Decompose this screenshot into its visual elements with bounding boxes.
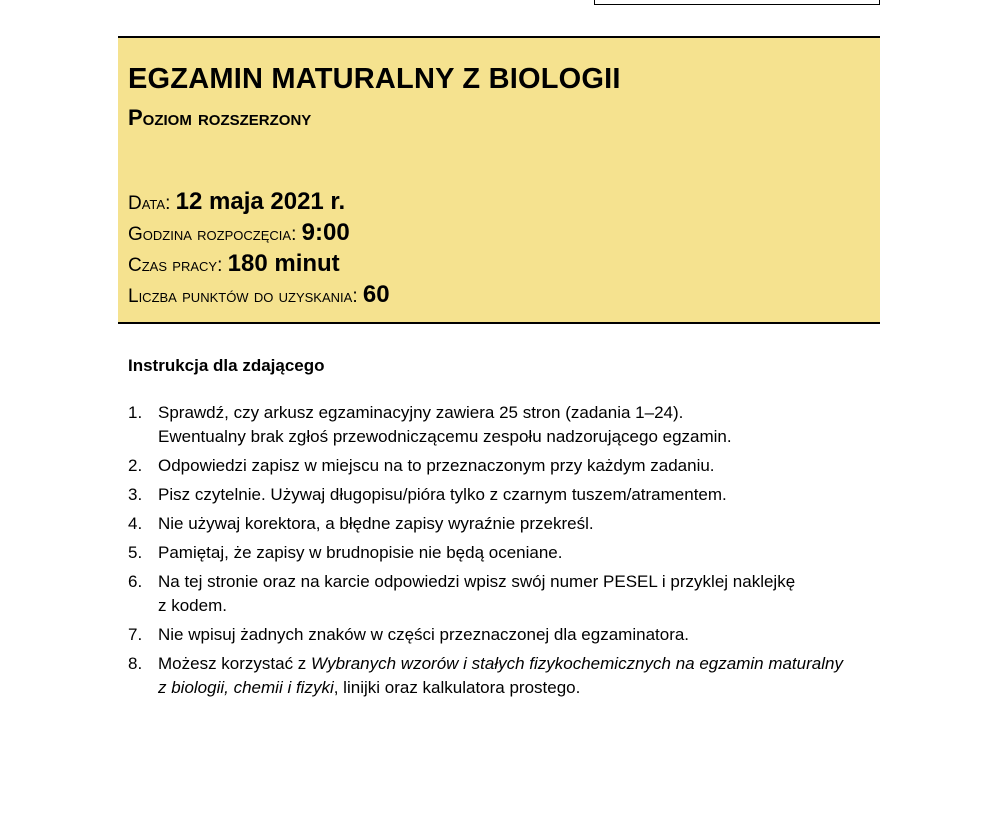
- instruction-item: [128, 401, 848, 449]
- code-box: [594, 0, 880, 5]
- exam-header: [118, 36, 880, 324]
- instruction-text: Na tej stronie oraz na karcie odpowiedzi wpisz swój numer PESEL i przyklej naklejkę z kodem.: [158, 572, 796, 615]
- meta-value: 180 minut: [227, 250, 340, 277]
- exam-title: EGZAMIN MATURALNY Z BIOLOGII: [128, 63, 621, 95]
- instruction-item: [128, 570, 848, 618]
- instruction-number: 1.: [128, 403, 143, 422]
- instruction-text: Sprawdź, czy arkusz egzaminacyjny zawiera 25 stron (zadania 1–24). Ewentualny brak zgłoś przewodniczącemu zespołu nadzorującego egzamin.: [158, 403, 732, 446]
- instruction-number: 7.: [128, 625, 143, 644]
- instruction-text: Odpowiedzi zapisz w miejscu na to przeznaczonym przy każdym zadaniu.: [158, 456, 715, 475]
- meta-points: Liczba punktów do uzyskania: 60: [128, 281, 390, 308]
- instruction-item: [128, 512, 848, 536]
- instruction-number: 2.: [128, 456, 143, 475]
- instruction-text: Możesz korzystać z Wybranych wzorów i stałych fizykochemicznych na egzamin maturalny z biologii, chemii i fizyki, linijki oraz kalkulatora prostego.: [158, 654, 843, 697]
- meta-label: Liczba punktów do uzyskania: [128, 286, 353, 307]
- instruction-text: Pamiętaj, że zapisy w brudnopisie nie będą oceniane.: [158, 543, 563, 562]
- instruction-number: 8.: [128, 654, 143, 673]
- reference-title: Wybranych wzorów i stałych fizykochemicznych na egzamin maturalny z biologii, chemii i fizyki: [158, 654, 843, 697]
- instruction-text: Nie używaj korektora, a błędne zapisy wyraźnie przekreśl.: [158, 514, 594, 533]
- instruction-text: Pisz czytelnie. Używaj długopisu/pióra tylko z czarnym tuszem/atramentem.: [158, 485, 727, 504]
- meta-start-time: Godzina rozpoczęcia: 9:00: [128, 219, 350, 246]
- instruction-text: Nie wpisuj żadnych znaków w części przeznaczonej dla egzaminatora.: [158, 625, 690, 644]
- exam-level: Poziom rozszerzony: [128, 105, 312, 130]
- meta-label: Godzina rozpoczęcia: [128, 224, 292, 245]
- instruction-item: [128, 454, 848, 478]
- meta-value: 12 maja 2021 r.: [175, 188, 346, 215]
- instruction-item: [128, 541, 848, 565]
- meta-label: Data: [128, 193, 166, 214]
- meta-value: 60: [362, 281, 390, 308]
- instruction-number: 6.: [128, 572, 143, 591]
- meta-duration: Czas pracy: 180 minut: [128, 250, 340, 277]
- instruction-number: 5.: [128, 543, 143, 562]
- instruction-number: 4.: [128, 514, 143, 533]
- instruction-number: 3.: [128, 485, 143, 504]
- instruction-item: [128, 623, 848, 647]
- instructions-list: [128, 401, 848, 705]
- instructions-heading: Instrukcja dla zdającego: [128, 356, 325, 375]
- instruction-item: [128, 483, 848, 507]
- meta-label: Czas pracy: [128, 255, 218, 276]
- meta-value: 9:00: [301, 219, 350, 246]
- instruction-item: [128, 652, 848, 700]
- exam-meta: [128, 188, 390, 312]
- meta-date: Data: 12 maja 2021 r.: [128, 188, 346, 215]
